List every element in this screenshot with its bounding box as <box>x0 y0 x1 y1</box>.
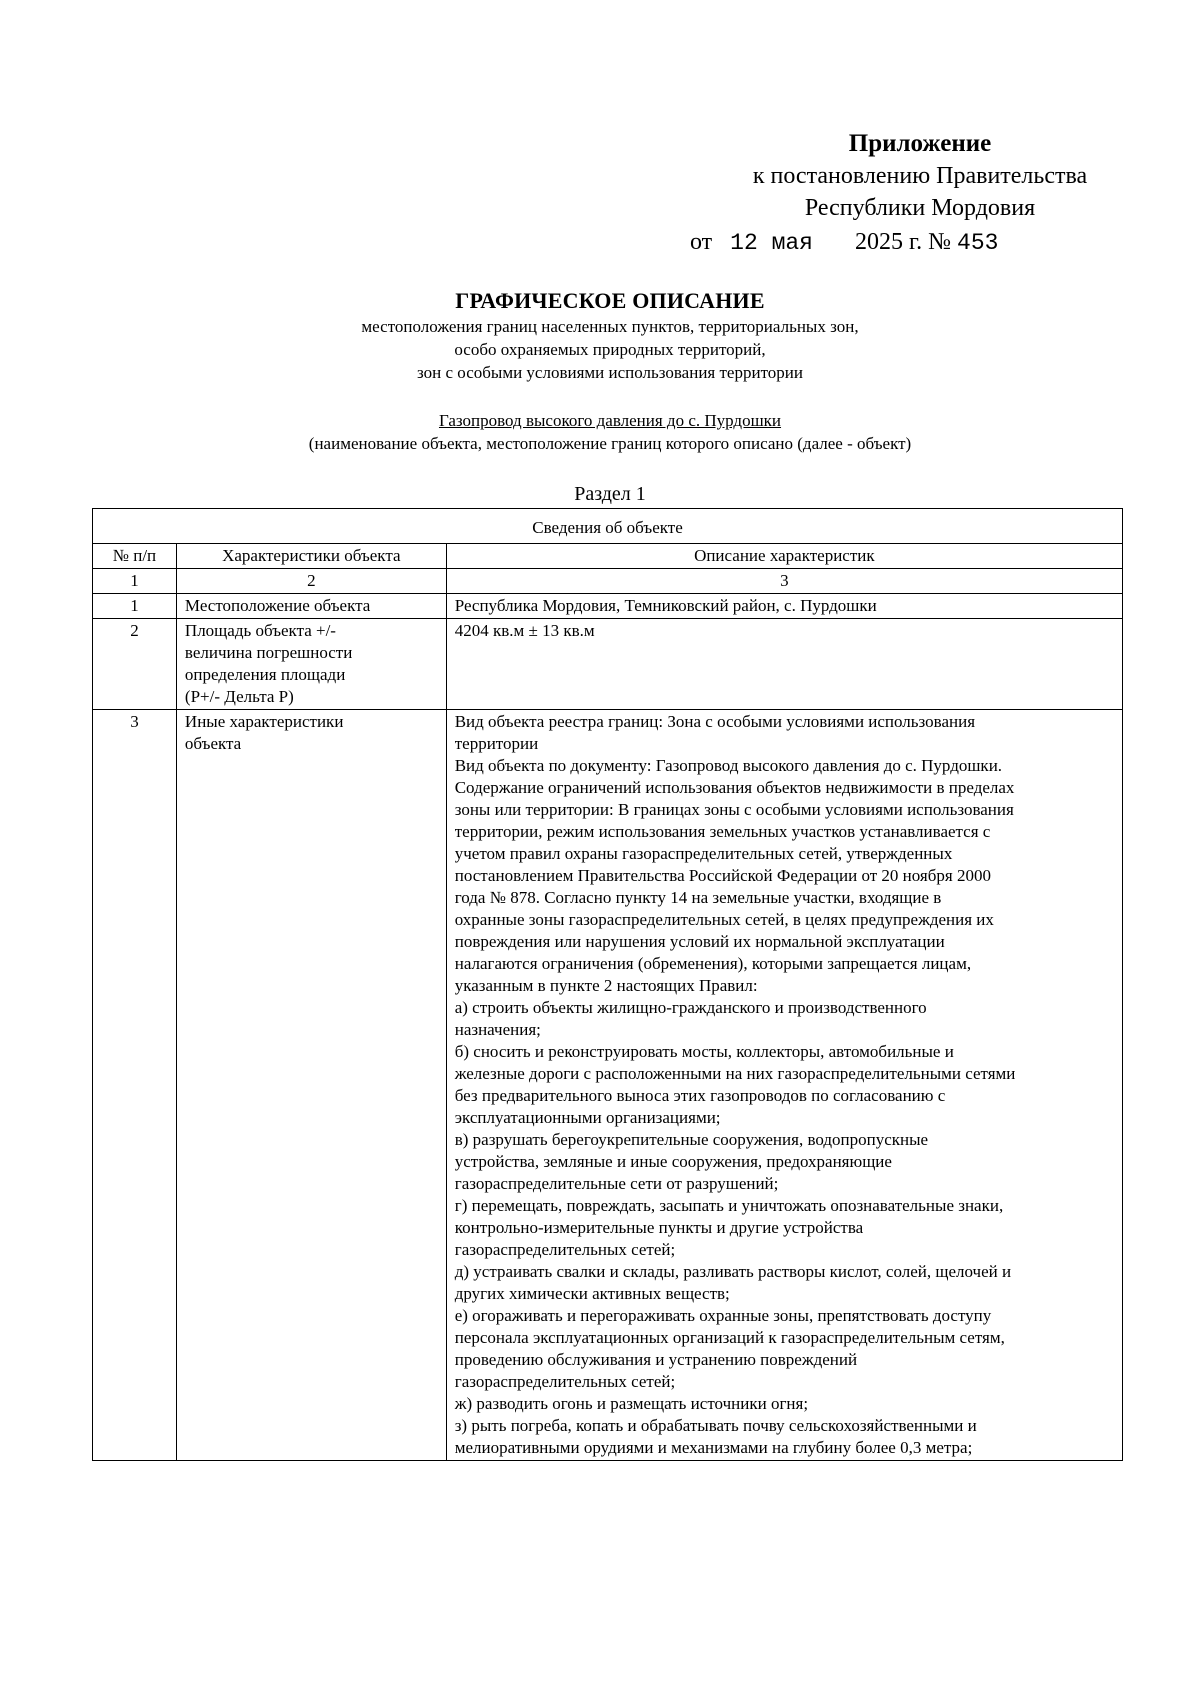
description-line: газораспределительные сети от разрушений; <box>454 1174 779 1193</box>
characteristic-line: объекта <box>184 734 242 753</box>
object-caption: (наименование объекта, местоположение границ которого описано (далее - объект) <box>308 434 912 453</box>
description-line: Вид объекта по документу: Газопровод высокого давления до с. Пурдошки. <box>454 756 1003 775</box>
description-line: налагаются ограничения (обременения), которыми запрещается лицам, <box>454 954 972 973</box>
description-line: территории <box>454 734 539 753</box>
row-description <box>446 619 1122 710</box>
description-line: без предварительного выноса этих газопроводов по согласованию с <box>454 1086 946 1105</box>
document-number: 453 <box>957 230 999 256</box>
characteristic-line: определения площади <box>184 665 346 684</box>
description-line: контрольно-измерительные пункты и другие устройства <box>454 1218 864 1237</box>
characteristic-line: Площадь объекта +/- <box>184 621 336 640</box>
description-line: а) строить объекты жилищно-гражданского и производственного <box>454 998 927 1017</box>
object-block <box>60 409 1160 455</box>
document-subtitle-3: зон с особыми условиями использования территории <box>417 363 803 382</box>
characteristic-line: (Р+/- Дельта Р) <box>184 687 294 706</box>
table-caption-row <box>93 509 1123 544</box>
description-line: Республика Мордовия, Темниковский район, с. Пурдошки <box>454 596 877 615</box>
description-line: Содержание ограничений использования объектов недвижимости в пределах <box>454 778 1015 797</box>
description-line: 4204 кв.м ± 13 кв.м <box>454 621 595 640</box>
description-line: з) рыть погреба, копать и обрабатывать почву сельскохозяйственными и <box>454 1416 977 1435</box>
description-line: б) сносить и реконструировать мосты, коллекторы, автомобильные и <box>454 1042 954 1061</box>
appendix-line-1: к постановлению Правительства <box>752 163 1088 189</box>
table-header-row <box>93 544 1123 569</box>
description-line: Вид объекта реестра границ: Зона с особыми условиями использования <box>454 712 976 731</box>
description-line: других химически активных веществ; <box>454 1284 730 1303</box>
row-num: 1 <box>93 594 177 619</box>
characteristic-line: величина погрешности <box>184 643 353 662</box>
description-line: проведению обслуживания и устранению повреждений <box>454 1350 858 1369</box>
description-line: в) разрушать берегоукрепительные сооружения, водопропускные <box>454 1130 929 1149</box>
appendix-header <box>690 128 1150 259</box>
row-num: 3 <box>93 710 177 1461</box>
description-line: зоны или территории: В границах зоны с особыми условиями использования <box>454 800 1014 819</box>
date-prefix: от <box>690 229 713 255</box>
description-line: устройства, земляные и иные сооружения, предохраняющие <box>454 1152 892 1171</box>
characteristic-line: Иные характеристики <box>184 712 344 731</box>
description-line: постановлением Правительства Российской Федерации от 20 ноября 2000 <box>454 866 991 885</box>
description-line: мелиоративными орудиями и механизмами на глубину более 0,3 метра; <box>454 1438 973 1457</box>
column-number-2: 2 <box>176 569 446 594</box>
description-line: года № 878. Согласно пункту 14 на земельные участки, входящие в <box>454 888 942 907</box>
table-caption: Сведения об объекте <box>93 509 1123 544</box>
description-line: персонала эксплуатационных организаций к газораспределительным сетям, <box>454 1328 1005 1347</box>
header-description: Описание характеристик <box>446 544 1122 569</box>
object-info-table <box>92 508 1123 1461</box>
date-year: 2025 г. № <box>855 229 952 255</box>
document-title: ГРАФИЧЕСКОЕ ОПИСАНИЕ <box>455 288 765 313</box>
section-label: Раздел 1 <box>574 483 646 505</box>
description-line: газораспределительных сетей; <box>454 1240 676 1259</box>
description-line: г) перемещать, повреждать, засыпать и уничтожать опознавательные знаки, <box>454 1196 1004 1215</box>
description-line: учетом правил охраны газораспределительных сетей, утвержденных <box>454 844 953 863</box>
description-line: е) огораживать и перегораживать охранные зоны, препятствовать доступу <box>454 1306 992 1325</box>
description-line: охранные зоны газораспределительных сетей, в целях предупреждения их <box>454 910 994 929</box>
document-subtitle-1: местоположения границ населенных пунктов, территориальных зон, <box>361 317 859 336</box>
description-line: повреждения или нарушения условий их нормальной эксплуатации <box>454 932 945 951</box>
description-line: газораспределительных сетей; <box>454 1372 676 1391</box>
document-subtitle-2: особо охраняемых природных территорий, <box>454 340 766 359</box>
appendix-line-2: Республики Мордовия <box>804 195 1036 221</box>
appendix-title: Приложение <box>848 130 992 157</box>
description-line: указанным в пункте 2 настоящих Правил: <box>454 976 758 995</box>
table-row <box>93 619 1123 710</box>
description-line: железные дороги с расположенными на них газораспределительными сетями <box>454 1064 1016 1083</box>
column-number-1: 1 <box>93 569 177 594</box>
date-day-month: 12 мая <box>730 230 813 256</box>
row-characteristic <box>176 619 446 710</box>
header-characteristic: Характеристики объекта <box>176 544 446 569</box>
description-line: территории, режим использования земельных участков устанавливается с <box>454 822 991 841</box>
table-row <box>93 594 1123 619</box>
header-num: № п/п <box>93 544 177 569</box>
table-row <box>93 710 1123 1461</box>
object-name: Газопровод высокого давления до с. Пурдошки <box>438 411 782 430</box>
row-num: 2 <box>93 619 177 710</box>
description-line: ж) разводить огонь и размещать источники огня; <box>454 1394 809 1413</box>
appendix-dateline <box>690 226 1150 259</box>
column-number-row <box>93 569 1123 594</box>
row-characteristic <box>176 710 446 1461</box>
row-description <box>446 710 1122 1461</box>
document-title-block <box>60 287 1160 384</box>
row-characteristic: Местоположение объекта <box>176 594 446 619</box>
column-number-3: 3 <box>446 569 1122 594</box>
description-line: эксплуатационными организациями; <box>454 1108 721 1127</box>
description-line: д) устраивать свалки и склады, разливать растворы кислот, солей, щелочей и <box>454 1262 1012 1281</box>
row-description <box>446 594 1122 619</box>
description-line: назначения; <box>454 1020 541 1039</box>
